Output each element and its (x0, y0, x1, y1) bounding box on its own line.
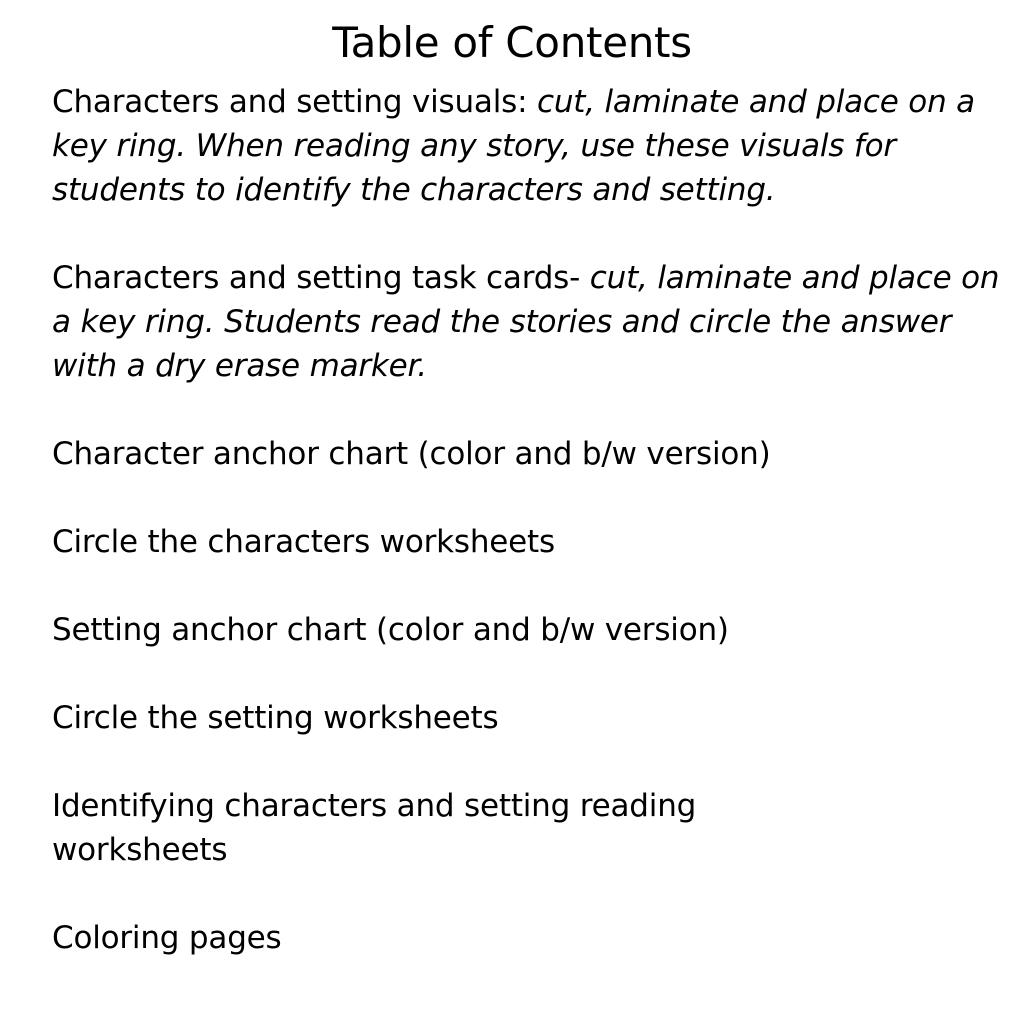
toc-entry-label: Coloring pages (52, 920, 282, 956)
toc-entry-label: Identifying characters and setting reading worksheets (52, 788, 697, 868)
toc-entry-label: Circle the characters worksheets (52, 524, 555, 560)
toc-entry-label: Character anchor chart (color and b/w version) (52, 436, 771, 472)
toc-entry-label: Characters and setting task cards- (52, 260, 590, 296)
toc-entry-description: cut, laminate and place on a key ring. Students read the stories and circle the answer with a dry erase marker. (52, 260, 1000, 384)
toc-entry-circle-setting (52, 696, 1002, 740)
table-of-contents (52, 80, 1002, 1004)
toc-entry-task-cards (52, 256, 1002, 388)
toc-entry-circle-characters (52, 520, 1002, 564)
toc-entry-setting-anchor-chart (52, 608, 1002, 652)
toc-entry-label: Circle the setting worksheets (52, 700, 499, 736)
toc-entry-label: Characters and setting visuals: (52, 84, 537, 120)
toc-entry-description: cut, laminate and place on a key ring. When reading any story, use these visuals for students to identify the characters and setting. (52, 84, 975, 208)
toc-entry-label: Setting anchor chart (color and b/w version) (52, 612, 729, 648)
toc-entry-reading-worksheets (52, 784, 812, 872)
page-title: Table of Contents (332, 18, 692, 67)
toc-entry-visuals (52, 80, 1002, 212)
toc-entry-character-anchor-chart (52, 432, 1002, 476)
toc-entry-coloring-pages (52, 916, 1002, 960)
